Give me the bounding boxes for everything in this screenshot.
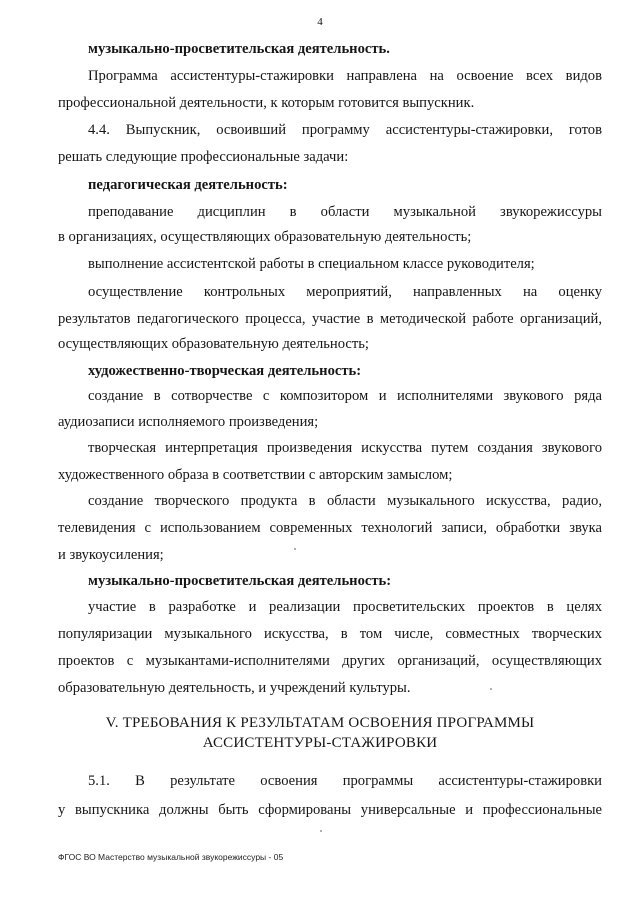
- paragraph-line: осуществляющих образовательную деятельность;: [58, 336, 369, 352]
- paragraph-line: преподавание дисциплин в области музыкальной звукорежиссуры: [88, 204, 602, 220]
- subheading-artistic-creative: художественно-творческая деятельность:: [88, 363, 362, 379]
- section-heading-line-2: АССИСТЕНТУРЫ-СТАЖИРОВКИ: [202, 735, 438, 751]
- paragraph-line: Программа ассистентуры-стажировки направлена на освоение всех видов: [88, 68, 602, 84]
- paragraph-line: осуществление контрольных мероприятий, направленных на оценку: [88, 284, 602, 300]
- scan-speck: [294, 548, 296, 550]
- paragraph-line: профессиональной деятельности, к которым готовится выпускник.: [58, 95, 475, 111]
- paragraph-line: и звукоусиления;: [58, 547, 164, 563]
- scan-speck: [320, 830, 322, 832]
- paragraph-line: аудиозаписи исполняемого произведения;: [58, 414, 319, 430]
- paragraph-line: творческая интерпретация произведения искусства путем создания звукового: [88, 440, 602, 456]
- paragraph-line: участие в разработке и реализации просветительских проектов в целях: [88, 599, 602, 615]
- paragraph-line: 5.1. В результате освоения программы ассистентуры-стажировки: [88, 773, 602, 789]
- paragraph-line: образовательную деятельность, и учреждений культуры.: [58, 680, 411, 696]
- scan-speck: [490, 688, 492, 690]
- paragraph-line: в организациях, осуществляющих образовательную деятельность;: [58, 229, 472, 245]
- paragraph-line: создание творческого продукта в области музыкального искусства, радио,: [88, 493, 602, 509]
- paragraph-line: художественного образа в соответствии с авторским замыслом;: [58, 467, 453, 483]
- paragraph-line: 4.4. Выпускник, освоивший программу ассистентуры-стажировки, готов: [88, 122, 602, 138]
- page-footer: ФГОС ВО Мастерство музыкальной звукорежиссуры - 05: [58, 852, 284, 862]
- paragraph-line: выполнение ассистентской работы в специальном классе руководителя;: [88, 256, 535, 272]
- paragraph-line: телевидения с использованием современных технологий записи, обработки звука: [58, 520, 602, 536]
- subheading-music-education: музыкально-просветительская деятельность:: [88, 573, 392, 589]
- subheading-pedagogical: педагогическая деятельность:: [88, 177, 288, 193]
- page-number: 4: [317, 16, 323, 28]
- paragraph-line: решать следующие профессиональные задачи:: [58, 149, 349, 165]
- paragraph-line: у выпускника должны быть сформированы универсальные и профессиональные: [58, 802, 602, 818]
- section-heading-line-1: V. ТРЕБОВАНИЯ К РЕЗУЛЬТАТАМ ОСВОЕНИЯ ПРОГРАММЫ: [105, 715, 535, 731]
- subheading-music-education: музыкально-просветительская деятельность.: [88, 41, 390, 57]
- paragraph-line: проектов с музыкантами-исполнителями других организаций, осуществляющих: [58, 653, 602, 669]
- paragraph-line: создание в сотворчестве с композитором и исполнителями звукового ряда: [88, 388, 602, 404]
- paragraph-line: популяризации музыкального искусства, в том числе, совместных творческих: [58, 626, 602, 642]
- paragraph-line: результатов педагогического процесса, участие в методической работе организаций,: [58, 311, 602, 327]
